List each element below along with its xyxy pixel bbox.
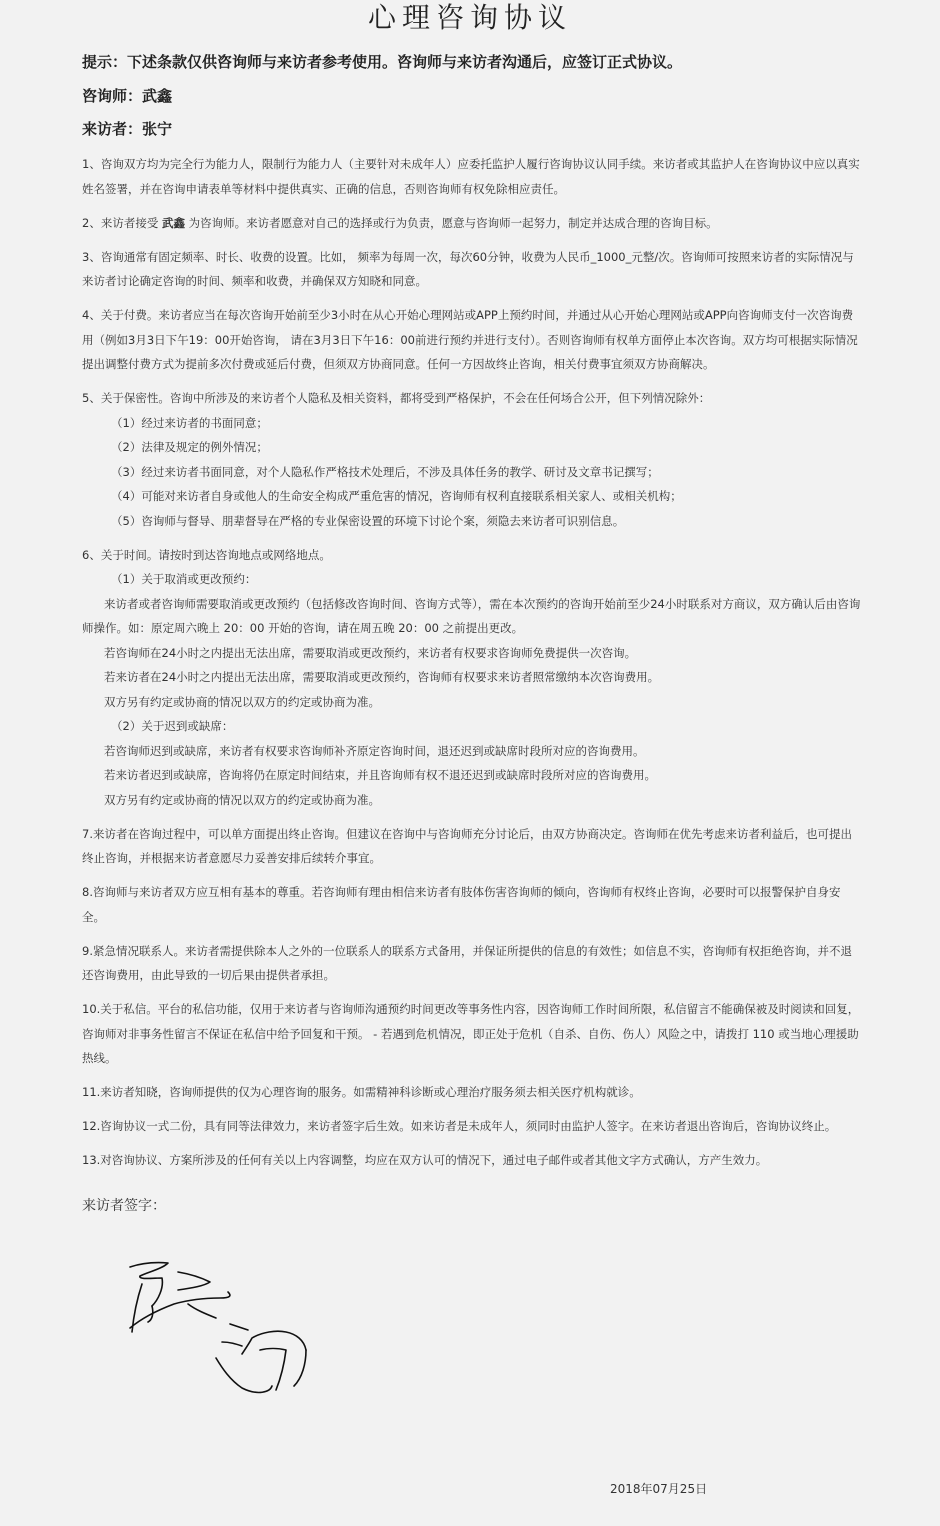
clause-2 xyxy=(82,211,862,236)
clause-3: 3、咨询通常有固定频率、时长、收费的设置。比如， 频率为每周一次，每次60分钟，收费为人民币_1000_元整/次。咨询师可按照来访者的实际情况与来访者讨论确定咨询的时间、频率和收费，并确保双方知晓和同意。 xyxy=(82,249,854,288)
clause-6-sub2-heading: （2）关于迟到或缺席： xyxy=(111,719,234,733)
clause-6-intro: 6、关于时间。请按时到达咨询地点或网络地点。 xyxy=(82,547,331,562)
clause-5-item: （3）经过来访者书面同意，对个人隐私作严格技术处理后，不涉及具体任务的教学、研讨及文章书记撰写； xyxy=(111,464,659,479)
clause-8: 8.咨询师与来访者双方应互相有基本的尊重。若咨询师有理由相信来访者有肢体伤害咨询师的倾向，咨询师有权终止咨询，必要时可以报警保护自身安全。 xyxy=(82,885,841,924)
clause-6-sub1-line: 若咨询师在24小时之内提出无法出席，需要取消或更改预约，来访者有权要求咨询师免费提供一次咨询。 xyxy=(104,645,637,660)
clause-6-sub1-line: 双方另有约定或协商的情况以双方的约定或协商为准。 xyxy=(104,694,380,709)
clause-5-item: （5）咨询师与督导、朋辈督导在严格的专业保密设置的环境下讨论个案，须隐去来访者可识别信息。 xyxy=(111,513,625,528)
clause-6-sub2-line: 双方另有约定或协商的情况以双方的约定或协商为准。 xyxy=(104,792,380,807)
handwritten-signature xyxy=(118,1236,328,1411)
clause-7: 7.来访者在咨询过程中，可以单方面提出终止咨询。但建议在咨询中与咨询师充分讨论后，由双方协商决定。咨询师在优先考虑来访者利益后，也可提出终止咨询，并根据来访者意愿尽力妥善安排后续转介事宜。 xyxy=(82,826,852,865)
hint-text: 提示：下述条款仅供咨询师与来访者参考使用。咨询师与来访者沟通后，应签订正式协议。 xyxy=(82,53,683,71)
clause-12: 12.咨询协议一式二份，具有同等法律效力，来访者签字后生效。如来访者是未成年人，须同时由监护人签字。在来访者退出咨询后，咨询协议终止。 xyxy=(82,1119,837,1133)
signing-date: 2018年07月25日 xyxy=(610,1482,708,1496)
clause-5-intro: 5、关于保密性。咨询中所涉及的来访者个人隐私及相关资料，都将受到严格保护，不会在任何场合公开，但下列情况除外： xyxy=(82,391,711,405)
clause-9: 9.紧急情况联系人。来访者需提供除本人之外的一位联系人的联系方式备用，并保证所提供的信息的有效性；如信息不实，咨询师有权拒绝咨询，并不退还咨询费用，由此导致的一切后果由提供者承担。 xyxy=(82,943,852,982)
clause-2-text-a: 2、来访者接受 xyxy=(82,215,162,230)
clause-6-sub2-line: 若来访者迟到或缺席，咨询将仍在原定时间结束，并且咨询师有权不退还迟到或缺席时段所对应的咨询费用。 xyxy=(104,768,656,782)
clause-6-sub1-heading: （1）关于取消或更改预约： xyxy=(111,572,257,586)
clause-6 xyxy=(82,543,862,813)
client-line: 来访者：张宁 xyxy=(82,120,173,138)
clause-1: 1、咨询双方均为完全行为能力人，限制行为能力人（主要针对未成年人）应委托监护人履行咨询协议认同手续。来访者或其监护人在咨询协议中应以真实姓名签署，并在咨询申请表单等材料中提供真实、正确的信息，否则咨询师有权免除相应责任。 xyxy=(82,157,860,196)
clause-4: 4、关于付费。来访者应当在每次咨询开始前至少3小时在从心开始心理网站或APP上预约时间，并通过从心开始心理网站或APP向咨询师支付一次咨询费用（例如3月3日下午19：00开始咨询， 请在3月3日下午16：00前进行预约并进行支付）。否则咨询师有权单方面停止本次咨询。双方均可根据实际情况提出调整付费方式为提前多次付费或延后付费，但须双方协商同意。任何一方因故终止咨询，相关付费事宜须双方协商解决。 xyxy=(82,308,858,371)
clause-5-item: （4）可能对来访者自身或他人的生命安全构成严重危害的情况，咨询师有权利直接联系相关家人、或相关机构； xyxy=(111,489,682,503)
clauses xyxy=(82,152,862,1182)
clause-6-sub2-line: 若咨询师迟到或缺席，来访者有权要求咨询师补齐原定咨询时间，退还迟到或缺席时段所对应的咨询费用。 xyxy=(104,743,645,758)
clause-2-counselor-name: 武鑫 xyxy=(161,215,185,230)
counselor-line: 咨询师：武鑫 xyxy=(82,87,173,105)
signature-label: 来访者签字： xyxy=(82,1198,166,1214)
clause-6-sub1-text: 来访者或者咨询师需要取消或更改预约（包括修改咨询时间、咨询方式等），需在本次预约的咨询开始前至少24小时联系对方商议，双方确认后由咨询师操作。如：原定周六晚上 20：00 开始的咨询，请在周五晚 20：00 之前提出更改。 xyxy=(82,596,861,635)
clause-6-sub1-line: 若来访者在24小时之内提出无法出席，需要取消或更改预约，咨询师有权要求来访者照常缴纳本次咨询费用。 xyxy=(104,670,660,684)
clause-5-item: （2）法律及规定的例外情况； xyxy=(111,440,268,454)
clause-11: 11.来访者知晓，咨询师提供的仅为心理咨询的服务。如需精神科诊断或心理治疗服务须去相关医疗机构就诊。 xyxy=(82,1085,641,1099)
page-title: 心理咨询协议 xyxy=(367,1,572,34)
clause-13: 13.对咨询协议、方案所涉及的任何有关以上内容调整，均应在双方认可的情况下，通过电子邮件或者其他文字方式确认，方产生效力。 xyxy=(82,1153,768,1167)
clause-5 xyxy=(82,386,862,533)
clause-5-item: （1）经过来访者的书面同意； xyxy=(111,415,268,430)
clause-10: 10.关于私信。平台的私信功能，仅用于来访者与咨询师沟通预约时间更改等事务性内容，因咨询师工作时间所限，私信留言不能确保被及时阅读和回复，咨询师对非事务性留言不保证在私信中给予回复和干预。 - 若遇到危机情况，即正处于危机（自杀、自伤、伤人）风险之中，请拨打 110 或当地心理援助热线。 xyxy=(82,1002,860,1065)
clause-2-text-b: 为咨询师。来访者愿意对自己的选择或行为负责，愿意与咨询师一起努力，制定并达成合理的咨询目标。 xyxy=(184,215,718,230)
